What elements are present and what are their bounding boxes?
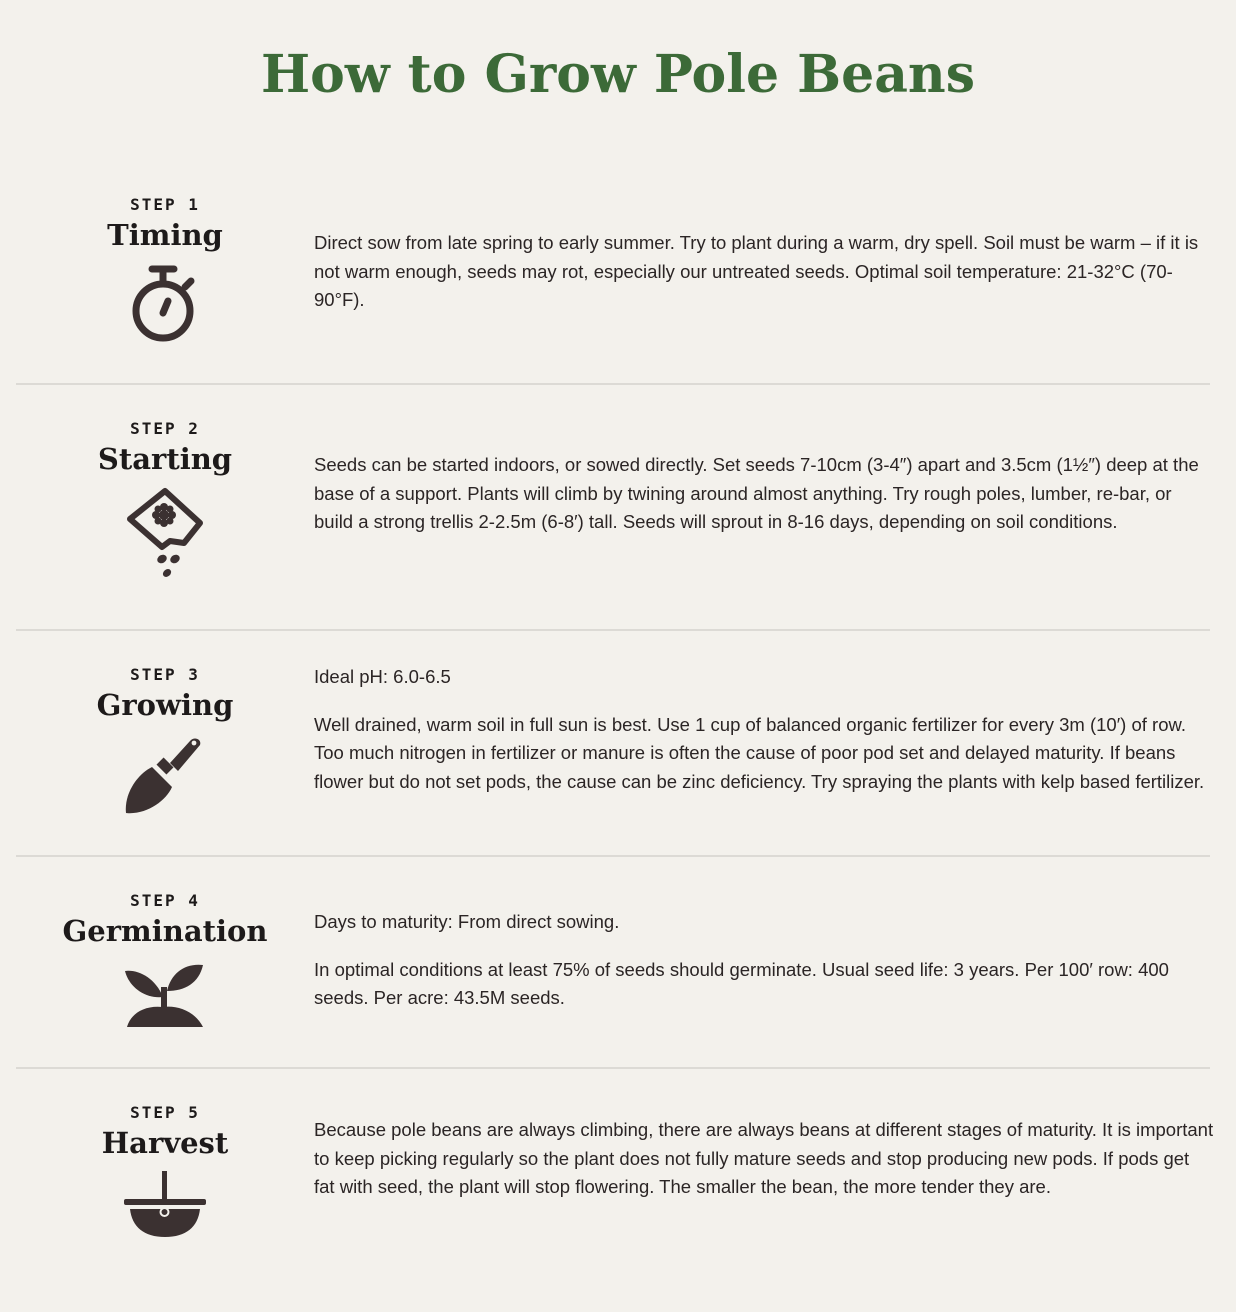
step-paragraph: Ideal pH: 6.0-6.5 bbox=[314, 666, 451, 687]
section-divider bbox=[16, 855, 1210, 857]
step-content bbox=[314, 663, 1214, 796]
step-title: Growing bbox=[96, 688, 234, 722]
stopwatch-icon bbox=[125, 261, 205, 347]
step-content bbox=[314, 451, 1214, 537]
step-number: STEP 5 bbox=[130, 1103, 200, 1122]
sprout-icon bbox=[123, 957, 207, 1029]
step-paragraph: Days to maturity: From direct sowing. bbox=[314, 911, 620, 932]
step-title: Starting bbox=[97, 442, 233, 476]
step-paragraph: Because pole beans are always climbing, there are always beans at different stages of maturity. It is important to keep picking regularly so the plant does not fully mature seeds and stop producing new pods. If pods get fat with seed, the plant will stop flowering. The smaller the bean, the more tender they are. bbox=[314, 1119, 1214, 1197]
basket-icon bbox=[122, 1169, 208, 1241]
step-number: STEP 2 bbox=[130, 419, 200, 438]
seed-packet-icon bbox=[122, 485, 208, 587]
step-header bbox=[40, 665, 290, 819]
step-content bbox=[314, 908, 1214, 1013]
step-header bbox=[40, 1103, 290, 1241]
step-title: Timing bbox=[107, 218, 223, 252]
step-header bbox=[40, 195, 290, 347]
step-content bbox=[314, 1116, 1214, 1202]
step-number: STEP 4 bbox=[130, 891, 200, 910]
step-paragraph: In optimal conditions at least 75% of seeds should germinate. Usual seed life: 3 years. Per 100′ row: 400 seeds. Per acre: 43.5M seeds. bbox=[314, 958, 1169, 1008]
trowel-icon bbox=[120, 731, 210, 819]
step-number: STEP 1 bbox=[130, 195, 200, 214]
step-paragraph: Seeds can be started indoors, or sowed directly. Set seeds 7-10cm (3-4″) apart and 3.5cm (1½″) deep at the base of a support. Plants will climb by twining around almost anything. Try rough poles, lumber, re-bar, or build a strong trellis 2-2.5m (6-8′) tall. Seeds will sprout in 8-16 days, depending on soil conditions. bbox=[314, 454, 1199, 532]
step-paragraph: Well drained, warm soil in full sun is best. Use 1 cup of balanced organic fertilizer for every 3m (10′) of row. Too much nitrogen in fertilizer or manure is often the cause of poor pod set and delayed maturity. If beans flower but do not set pods, the cause can be zinc deficiency. Try spraying the plants with kelp based fertilizer. bbox=[314, 713, 1205, 792]
step-paragraph: Direct sow from late spring to early summer. Try to plant during a warm, dry spell. Soil must be warm – if it is not warm enough, seeds may rot, especially our untreated seeds. Optimal soil temperature: 21-32°C (70-90°F). bbox=[314, 232, 1199, 310]
step-title: Germination bbox=[62, 914, 268, 948]
section-divider bbox=[16, 383, 1210, 385]
step-header bbox=[40, 419, 290, 587]
step-content bbox=[314, 229, 1214, 315]
step-number: STEP 3 bbox=[130, 665, 200, 684]
section-divider bbox=[16, 629, 1210, 631]
page-title: How to Grow Pole Beans bbox=[261, 44, 975, 105]
step-header bbox=[40, 891, 290, 1029]
step-title: Harvest bbox=[101, 1126, 229, 1160]
section-divider bbox=[16, 1067, 1210, 1069]
